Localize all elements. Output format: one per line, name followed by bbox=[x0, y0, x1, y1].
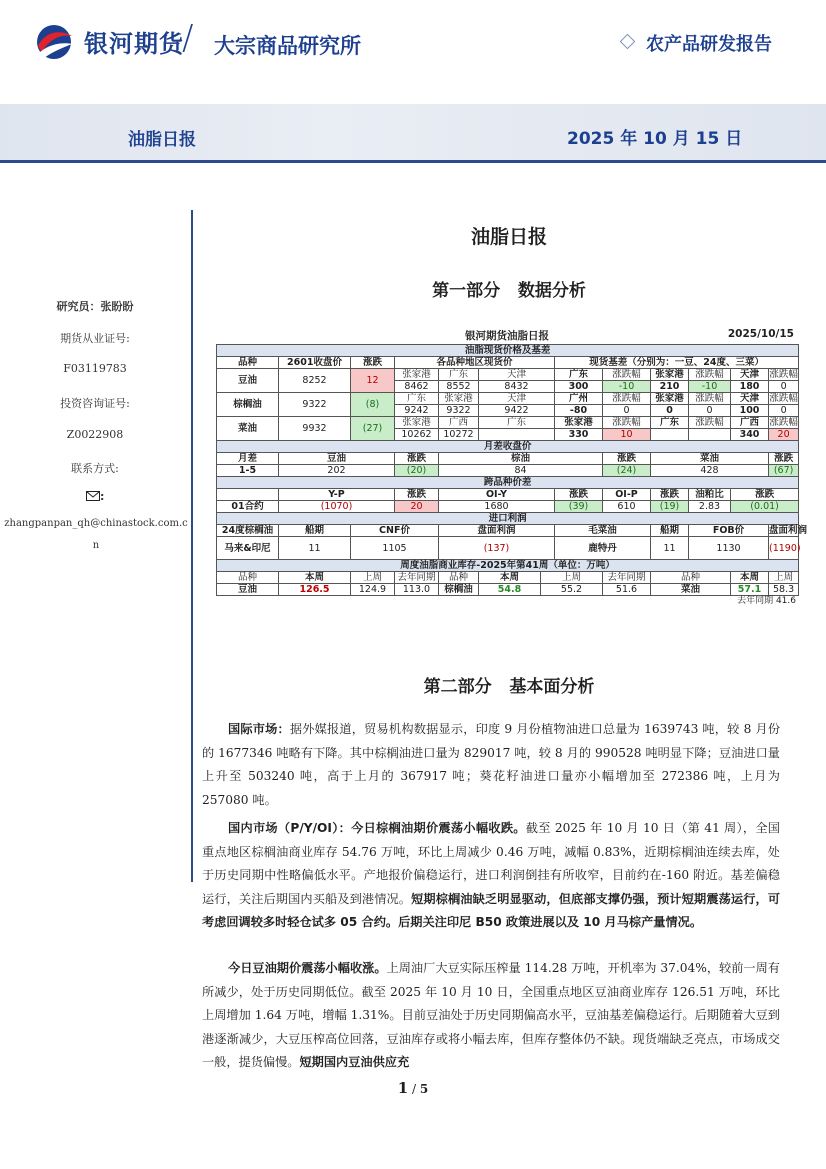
paragraph-lead: 国内市场（P/Y/OI）：今日棕榈油期价震荡小幅收跌。 bbox=[228, 821, 526, 835]
table-row: 月差 豆油 涨跌 棕油 涨跌 菜油 涨跌 bbox=[217, 453, 799, 465]
part2-heading: 第二部分 基本面分析 bbox=[423, 677, 595, 697]
table-section-spot: 油脂现货价格及基差 bbox=[217, 345, 799, 357]
table-row: 8462 8552 8432 300 -10 210 -10 180 0 bbox=[217, 381, 799, 393]
table-section-cross: 跨品种价差 bbox=[217, 477, 799, 489]
email-prefix: : bbox=[100, 490, 105, 503]
futures-cert-label: 期货从业证号: bbox=[60, 332, 130, 345]
email-address[interactable]: zhangpanpan_qh@chinastock.com.cn bbox=[4, 518, 188, 551]
stock-last-col: 去年同期 41.6 bbox=[737, 596, 796, 606]
table-row: 9242 9322 9422 -80 0 0 0 100 0 bbox=[217, 405, 799, 417]
table-row: 01合约 (1070) 20 1680 (39) 610 (19) 2.83 (0.01) bbox=[217, 501, 799, 513]
table-date: 2025/10/15 bbox=[727, 328, 794, 340]
researcher-name: 研究员：张盼盼 bbox=[56, 300, 134, 313]
report-header bbox=[0, 0, 826, 82]
paragraph-lead: 今日豆油期价震荡小幅收涨。 bbox=[228, 961, 387, 975]
company-name: 银河期货 bbox=[84, 30, 184, 58]
table-title: 银河期货油脂日报 bbox=[465, 330, 549, 342]
institute-name: 大宗商品研究所 bbox=[214, 34, 361, 58]
table-row: 马来&印尼 11 1105 (137) 鹿特丹 11 1130 (1190) bbox=[217, 537, 799, 560]
table-row: 豆油 8252 12 张家港 广东 天津 广东 涨跌幅 张家港 涨跌幅 天津 涨跌幅 bbox=[217, 369, 799, 381]
paragraph-lead: 国际市场： bbox=[228, 722, 290, 736]
table-row: 24度棕榈油 船期 CNF价 盘面利润 毛菜油 船期 FOB价 盘面利润 bbox=[217, 525, 799, 537]
table-row: 1-5 202 (20) 84 (24) 428 (67) bbox=[217, 465, 799, 477]
mail-icon bbox=[86, 491, 100, 501]
table-row: 豆油 126.5 124.9 113.0 棕榈油 54.8 55.2 51.6 菜油 57.1 58.3 bbox=[217, 584, 799, 596]
part1-heading: 第一部分 数据分析 bbox=[432, 281, 586, 301]
paragraph-conclusion: 短期国内豆油供应充 bbox=[299, 1055, 410, 1069]
invest-cert-label: 投资咨询证号: bbox=[60, 397, 130, 410]
band-date: 2025 年 10 月 15 日 bbox=[567, 129, 743, 149]
table-row: 品种 2601收盘价 涨跌 各品种地区现货价 现货基差（分别为：一豆、24度、三菜） bbox=[217, 357, 799, 369]
paragraph-domestic: 国内市场（P/Y/OI）：今日棕榈油期价震荡小幅收跌。截至 2025 年 10 月 10 日（第 41 周），全国重点地区棕榈油商业库存 54.76 万吨，环比上周减少 0.46 万吨，减幅 0.83%，近期棕榈油连续去库，处于历史同期中性略偏低水平。产地报价偏稳运行，进口利润倒挂有所收窄，目前约在-160 附近。基差偏稳运行，关注后期国内买船及到港情况。短期棕榈油缺乏明显驱动，但底部支撑仍强，预计短期震荡运行，可考虑回调较多时轻仓试多 05 合约。后期关注印尼 B50 政策进展以及 10 月马棕产量情况。 bbox=[202, 821, 781, 929]
table-row: Y-P 涨跌 OI-Y 涨跌 OI-P 涨跌 油粕比 涨跌 bbox=[217, 489, 799, 501]
paragraph-conclusion: 短期棕榈油缺乏明显驱动，但底部支撑仍强，预计短期震荡运行，可考虑回调较多时轻仓试多 05 合约。后期关注印尼 B50 政策进展以及 10 月马棕产量情况。 bbox=[202, 891, 781, 929]
paragraph-soybean: 今日豆油期价震荡小幅收涨。上周油厂大豆实际压榨量 114.28 万吨，开机率为 37.04%，较前一周有所减少，处于历史同期低位。截至 2025 年 10 月 10 日，全国重点地区豆油商业库存 126.51 万吨，环比上周增加 1.64 万吨，增幅 1.31%。目前豆油处于历史同期偏高水平，豆油基差偏稳运行。后期随着大豆到港逐渐减少，大豆压榨高位回落，豆油库存或将小幅去库，但库存整体仍不缺。现货端缺乏亮点，市场成交一般，提货偏慢。短期国内豆油供应充 bbox=[202, 961, 780, 1069]
paragraph-international: 国际市场：据外媒报道，贸易机构数据显示，印度 9 月份植物油进口总量为 1639743 吨，较 8 月份的 1677346 吨略有下降。其中棕榈油进口量为 829017 吨，较 8 月的 990528 吨明显下降；豆油进口量上升至 503240 吨，高于上月的 367917 吨；葵花籽油进口量亦小幅增加至 272386 吨，上月为 257080 吨。 bbox=[202, 722, 781, 807]
band-divider bbox=[0, 160, 826, 163]
table-section-import: 进口利润 bbox=[217, 513, 799, 525]
sidebar-divider bbox=[191, 210, 193, 882]
oil-data-table bbox=[216, 344, 808, 607]
page-number: 1 / 5 bbox=[397, 1079, 429, 1097]
band-title: 油脂日报 bbox=[128, 130, 196, 150]
diamond-icon bbox=[620, 34, 636, 50]
table-row: 品种 本周 上周 去年同期 品种 本周 上周 去年同期 品种 本周 上周 bbox=[217, 572, 799, 584]
futures-cert-number: F03119783 bbox=[63, 362, 127, 375]
main-title: 油脂日报 bbox=[470, 226, 547, 248]
galaxy-logo-icon bbox=[32, 22, 76, 62]
table-row: 10262 10272 330 10 340 20 bbox=[217, 429, 799, 441]
header-divider: / bbox=[182, 18, 194, 58]
table-section-spread: 月差收盘价 bbox=[217, 441, 799, 453]
report-type: 农产品研发报告 bbox=[646, 34, 772, 55]
contact-label: 联系方式: bbox=[71, 462, 119, 475]
table-row: 菜油 9932 (27) 张家港 广西 广东 张家港 涨跌幅 广东 涨跌幅 广西 涨跌幅 bbox=[217, 417, 799, 429]
table-section-stock: 周度油脂商业库存-2025年第41周（单位：万吨） bbox=[217, 560, 799, 572]
invest-cert-number: Z0022908 bbox=[66, 428, 124, 441]
table-row: 棕榈油 9322 (8) 广东 张家港 天津 广州 涨跌幅 张家港 涨跌幅 天津 涨跌幅 bbox=[217, 393, 799, 405]
